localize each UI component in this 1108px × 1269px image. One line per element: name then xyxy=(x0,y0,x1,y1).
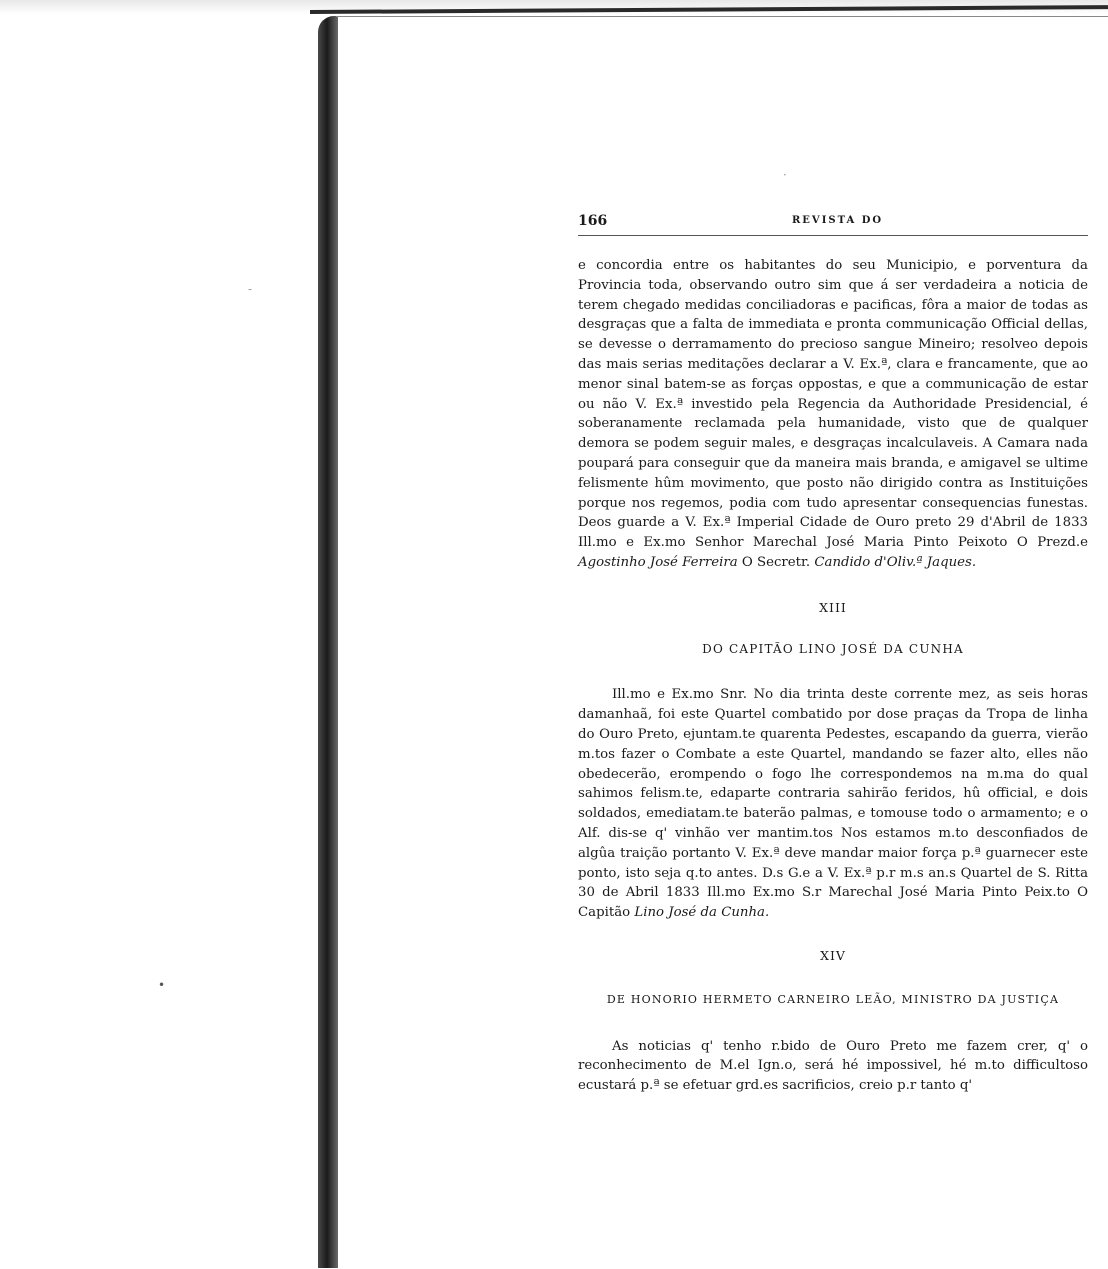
signature-candido: Candido d'Oliv.ª Jaques. xyxy=(814,554,977,570)
letter-xii-text: e concordia entre os habitantes do seu Municipio, e porventura da Provincia toda, observando outro sim que á ser verdadeira a noticia de terem chegado medidas conciliadoras e pacificas, fôra a maior de todas as desgraças que a falta de immediata e pronta communicação Official dellas, se devesse o derramamento do precioso sangue Mineiro; resolveo depois das mais serias meditações declarar a V. Ex.ª, clara e francamente, que ao menor sinal batem-se as forças oppostas, e que a communicação de estar ou não V. Ex.ª investido pela Regencia da Authoridade Presidencial, é soberanamente reclamada pela humanidade, visto que de qualquer demora se podem seguir males, e desgraças incalculaveis. A Camara nada poupará para conseguir que da maneira mais branda, e amigavel se ultime felismente hûm movimento, que posto não dirigido contra as Instituições porque nos regemos, podia com tudo apresentar consequencias funestas. Deos guarde a V. Ex.ª Imperial Cidade de Ouro preto 29 d'Abril de 1833 Ill.mo e Ex.mo Senhor Marechal José Maria Pinto Peixoto O Prezd.e xyxy=(578,258,1088,551)
signature-agostinho: Agostinho José Ferreira xyxy=(578,554,738,570)
signature-lino: Lino José da Cunha. xyxy=(634,905,770,921)
page-body xyxy=(578,256,1088,1096)
section-xiv-paragraph xyxy=(578,1037,1088,1096)
page-number: 166 xyxy=(578,213,608,229)
section-xiv-text: As noticias q' tenho r.bido de Ouro Preto me fazem crer, q' o reconhecimento de M.el Ign.o, será hé impossivel, hé m.to difficultoso ecustará p.ª se efetuar grd.es sacrificios, creio p.r tanto q' xyxy=(578,1038,1088,1094)
scan-speck: - xyxy=(248,282,253,296)
running-head: REVISTA DO xyxy=(792,215,884,226)
letter-xii-paragraph xyxy=(578,256,1088,573)
section-xiv-heading: DE HONORIO HERMETO CARNEIRO LEÃO, MINISTRO DA JUSTIÇA xyxy=(606,992,1060,1006)
section-xiii-heading: DO CAPITÃO LINO JOSÉ DA CUNHA xyxy=(702,641,964,656)
page-header xyxy=(578,213,1088,235)
scan-speck: · xyxy=(783,168,787,182)
secretary-label: O Secretr. xyxy=(741,554,811,570)
section-xiv-numeral: XIV xyxy=(820,947,846,963)
book-spine-shadow xyxy=(318,16,338,1268)
section-xiii-numeral: XIII xyxy=(819,599,847,615)
section-xiii-text: Ill.mo e Ex.mo Snr. No dia trinta deste corrente mez, as seis horas damanhaã, foi este Quartel combatido por dose praças da Tropa de linha do Ouro Preto, ejuntam.te quarenta Pedestes, escapando da guerra, vierão m.tos fazer o Combate a este Quartel, mandando se fazer alto, elles não obedecerão, erompendo o fogo lhe correspondemos na m.ma do qual sahimos felism.te, edaparte contraria sahirão feridos, hû official, e dois soldados, emediatam.te baterão palmas, e tomouse todo o armamento; e o Alf. dis-se q' vinhão ver mantim.tos Nos estamos m.to desconfiados de algûa traição portanto V. Ex.ª deve mandar maior força p.ª guarnecer este ponto, isto seja q.to antes. D.s G.e a V. Ex.ª p.r m.s an.s Quartel de S. Ritta 30 de Abril 1833 Ill.mo Ex.mo S.r Marechal José Maria Pinto Peix.to O Capitão xyxy=(578,687,1088,921)
scan-speck: • xyxy=(158,978,166,992)
header-rule xyxy=(578,235,1088,236)
section-xiii-paragraph xyxy=(578,685,1088,923)
